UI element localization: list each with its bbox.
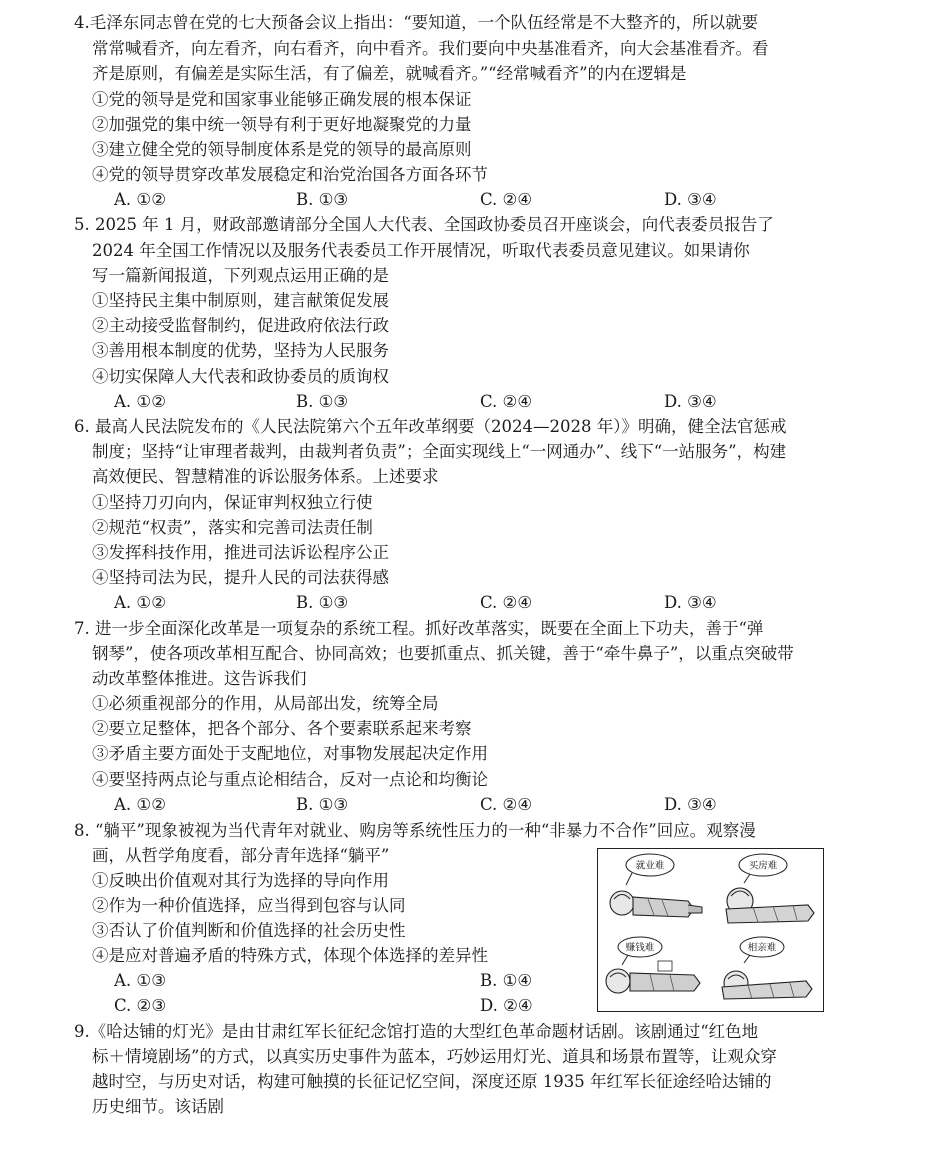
q7-option-4: ④要坚持两点论与重点论相结合，反对一点论和均衡论 [92,770,488,789]
q6-option-1: ①坚持刀刃向内，保证审判权独立行使 [92,493,373,512]
q7-choice-a[interactable]: A. ①② [114,795,166,814]
q5-choice-b[interactable]: B. ①③ [296,392,349,411]
q6-choice-a[interactable]: A. ①② [114,593,166,612]
bubble-housing: 买房难 [748,860,778,872]
q4-stem-line-1: 4.毛泽东同志曾在党的七大预备会议上指出：“要知道，一个队伍经常是不大整齐的，所以就要 [74,13,759,32]
q7-choice-c[interactable]: C. ②④ [480,795,533,814]
q6-option-2: ②规范“权责”，落实和完善司法责任制 [92,518,373,537]
cartoon-figure-dating [722,937,812,999]
q4-option-4: ④党的领导贯穿改革发展稳定和治党治国各方面各环节 [92,165,488,184]
q5-choice-a[interactable]: A. ①② [114,392,166,411]
q8-stem-line-2: 画，从哲学角度看，部分青年选择“躺平” [92,846,390,865]
q8-choice-c[interactable]: C. ②③ [114,996,167,1015]
q4-choice-b[interactable]: B. ①③ [296,190,349,209]
q5-stem-line-2: 2024 年全国工作情况以及服务代表委员工作开展情况，听取代表委员意见建议。如果请你 [92,241,750,260]
q4-choice-c[interactable]: C. ②④ [480,190,533,209]
q9-stem-line-2: 标＋情境剧场”的方式，以真实历史事件为蓝本，巧妙运用灯光、道具和场景布置等，让观众穿 [92,1047,777,1066]
q6-choice-d[interactable]: D. ③④ [664,593,717,612]
q9-stem-line-3: 越时空，与历史对话，构建可触摸的长征记忆空间，深度还原 1935 年红军长征途经哈达铺的 [92,1072,772,1091]
q5-stem-line-3: 写一篇新闻报道，下列观点运用正确的是 [92,266,389,285]
q7-option-3: ③矛盾主要方面处于支配地位，对事物发展起决定作用 [92,744,488,763]
q8-stem-line-1: 8. “躺平”现象被视为当代青年对就业、购房等系统性压力的一种“非暴力不合作”回应。观察漫 [74,821,756,840]
q8-choice-b[interactable]: B. ①④ [480,971,533,990]
bubble-money: 赚钱难 [625,942,655,954]
q4-choice-d[interactable]: D. ③④ [664,190,717,209]
q6-stem-line-2: 制度；坚持“让审理者裁判，由裁判者负责”；全面实现线上“一网通办”、线下“一站服务”，构建 [92,442,787,461]
q6-option-4: ④坚持司法为民，提升人民的司法获得感 [92,568,389,587]
q4-stem-line-2: 常常喊看齐，向左看齐，向右看齐，向中看齐。我们要向中央基准看齐，向大会基准看齐。看 [92,39,769,58]
q7-option-2: ②要立足整体，把各个部分、各个要素联系起来考察 [92,719,472,738]
bubble-dating: 相亲难 [747,942,777,954]
q7-choice-b[interactable]: B. ①③ [296,795,349,814]
q4-option-2: ②加强党的集中统一领导有利于更好地凝聚党的力量 [92,115,472,134]
cartoon-figure-employment [610,854,702,917]
lying-flat-cartoon [597,848,824,1012]
q7-stem-line-3: 动改革整体推进。这告诉我们 [92,669,307,688]
q5-option-1: ①坚持民主集中制原则，建言献策促发展 [92,291,389,310]
q5-option-2: ②主动接受监督制约，促进政府依法行政 [92,316,389,335]
q7-option-1: ①必须重视部分的作用，从局部出发，统筹全局 [92,694,439,713]
q7-choice-d[interactable]: D. ③④ [664,795,717,814]
q6-choice-c[interactable]: C. ②④ [480,593,533,612]
q6-stem-line-1: 6. 最高人民法院发布的《人民法院第六个五年改革纲要（2024—2028 年）》明确，健全法官惩戒 [74,417,787,436]
q4-option-3: ③建立健全党的领导制度体系是党的领导的最高原则 [92,140,472,159]
cartoon-drawing [598,849,822,1010]
q4-choice-a[interactable]: A. ①② [114,190,166,209]
q7-stem-line-1: 7. 进一步全面深化改革是一项复杂的系统工程。抓好改革落实，既要在全面上下功夫，善于“弹 [74,619,764,638]
q5-choice-c[interactable]: C. ②④ [480,392,533,411]
cartoon-figure-money [606,937,700,993]
bubble-employment: 就业难 [635,860,665,872]
q8-option-1: ①反映出价值观对其行为选择的导向作用 [92,871,389,890]
q5-option-4: ④切实保障人大代表和政协委员的质询权 [92,367,389,386]
q6-stem-line-3: 高效便民、智慧精准的诉讼服务体系。上述要求 [92,467,439,486]
q9-stem-line-1: 9.《哈达铺的灯光》是由甘肃红军长征纪念馆打造的大型红色革命题材话剧。该剧通过“红色地 [74,1022,759,1041]
q4-option-1: ①党的领导是党和国家事业能够正确发展的根本保证 [92,90,472,109]
q6-choice-b[interactable]: B. ①③ [296,593,349,612]
q8-choice-d[interactable]: D. ②④ [480,996,533,1015]
q8-option-2: ②作为一种价值选择，应当得到包容与认同 [92,896,406,915]
q5-option-3: ③善用根本制度的优势，坚持为人民服务 [92,341,389,360]
q5-stem-line-1: 5. 2025 年 1 月，财政部邀请部分全国人大代表、全国政协委员召开座谈会，向代表委员报告了 [74,215,774,234]
q7-stem-line-2: 钢琴”，使各项改革相互配合、协同高效；也要抓重点、抓关键，善于“牵牛鼻子”，以重点突破带 [92,644,794,663]
q4-stem-line-3: 齐是原则，有偏差是实际生活，有了偏差，就喊看齐。”“经常喊看齐”的内在逻辑是 [92,64,687,83]
q6-option-3: ③发挥科技作用，推进司法诉讼程序公正 [92,543,389,562]
q8-option-3: ③否认了价值判断和价值选择的社会历史性 [92,921,406,940]
q9-stem-line-4: 历史细节。该话剧 [92,1097,224,1116]
q8-choice-a[interactable]: A. ①③ [114,971,166,990]
cartoon-figure-housing [726,854,814,923]
q8-option-4: ④是应对普遍矛盾的特殊方式，体现个体选择的差异性 [92,946,488,965]
q5-choice-d[interactable]: D. ③④ [664,392,717,411]
